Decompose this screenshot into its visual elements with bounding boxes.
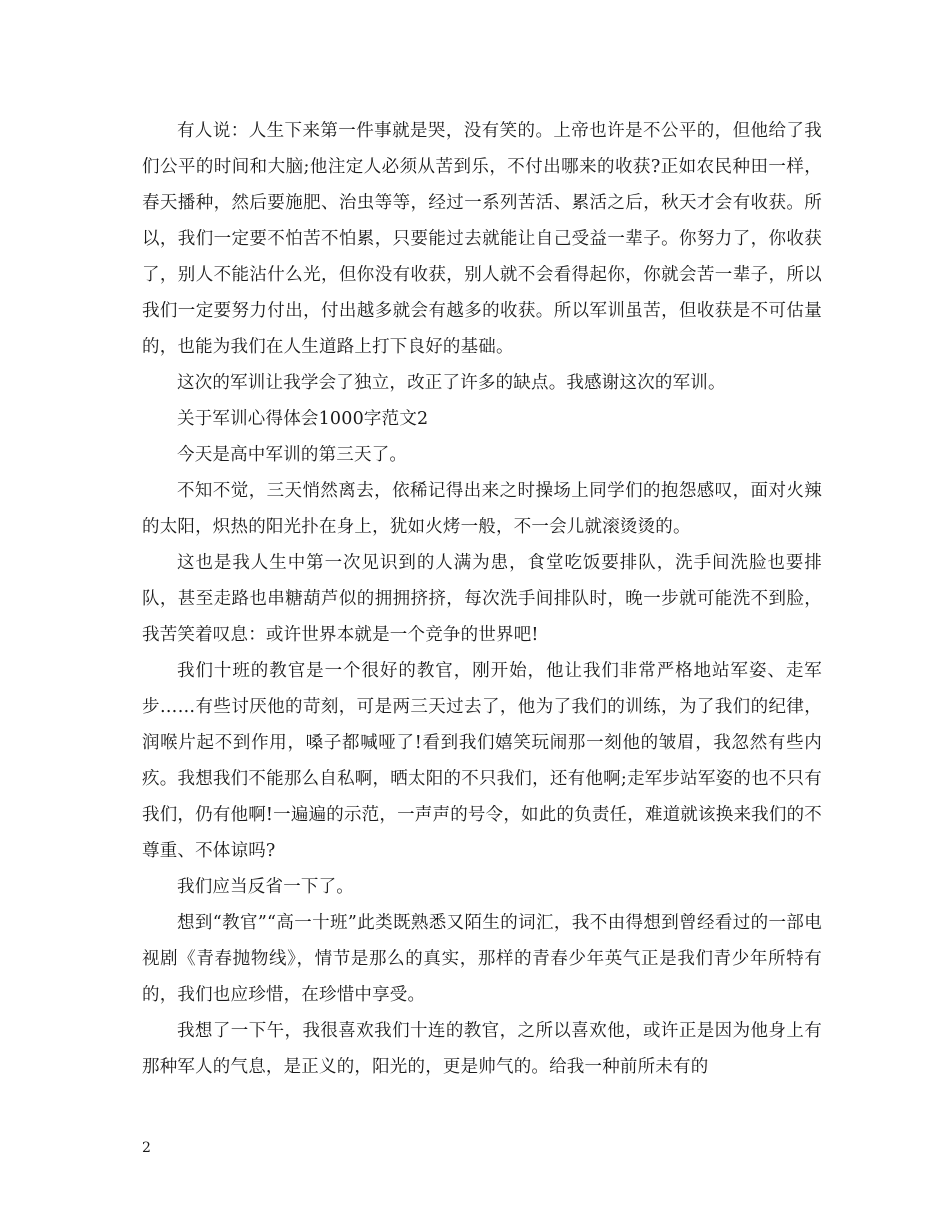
page-number: 2: [142, 1140, 151, 1156]
paragraph: 这也是我人生中第一次见识到的人满为患，食堂吃饭要排队，洗手间洗脸也要排队，甚至走路也串糖葫芦似的拥拥挤挤，每次洗手间排队时，晚一步就可能洗不到脸，我苦笑着叹息：或许世界本就是一个竞争的世界吧!: [142, 553, 822, 645]
paragraph: 我想了一下午，我很喜欢我们十连的教官，之所以喜欢他，或许正是因为他身上有那种军人的气息，是正义的，阳光的，更是帅气的。给我一种前所未有的: [142, 1021, 822, 1077]
paragraph: 这次的军训让我学会了独立，改正了许多的缺点。我感谢这次的军训。: [177, 373, 726, 393]
paragraph: 今天是高中军训的第三天了。: [177, 445, 408, 465]
section-heading: 关于军训心得体会1000字范文2: [177, 409, 429, 429]
paragraph: 我们应当反省一下了。: [177, 877, 354, 897]
paragraph: 我们十班的教官是一个很好的教官，刚开始，他让我们非常严格地站军姿、走军步……有些讨厌他的苛刻，可是两三天过去了，他为了我们的训练，为了我们的纪律，润喉片起不到作用，嗓子都喊哑了!看到我们嬉笑玩闹那一刻他的皱眉，我忽然有些内疚。我想我们不能那么自私啊，晒太阳的不只我们，还有他啊;走军步站军姿的也不只有我们，仍有他啊!一遍遍的示范，一声声的号令，如此的负责任，难道就该换来我们的不尊重、不体谅吗?: [142, 661, 822, 861]
paragraph: 想到“教官”“高一十班”此类既熟悉又陌生的词汇，我不由得想到曾经看过的一部电视剧《青春抛物线》，情节是那么的真实，那样的青春少年英气正是我们青少年所特有的，我们也应珍惜，在珍惜中享受。: [142, 913, 822, 1005]
document-body: [142, 113, 822, 1085]
paragraph: 有人说：人生下来第一件事就是哭，没有笑的。上帝也许是不公平的，但他给了我们公平的时间和大脑;他注定人必须从苦到乐，不付出哪来的收获?正如农民种田一样，春天播种，然后要施肥、治虫等等，经过一系列苦活、累活之后，秋天才会有收获。所以，我们一定要不怕苦不怕累，只要能过去就能让自己受益一辈子。你努力了，你收获了，别人不能沾什么光，但你没有收获，别人就不会看得起你，你就会苦一辈子，所以我们一定要努力付出，付出越多就会有越多的收获。所以军训虽苦，但收获是不可估量的，也能为我们在人生道路上打下良好的基础。: [142, 121, 822, 357]
paragraph: 不知不觉，三天悄然离去，依稀记得出来之时操场上同学们的抱怨感叹，面对火辣的太阳，炽热的阳光扑在身上，犹如火烤一般，不一会儿就滚烫烫的。: [142, 481, 822, 537]
